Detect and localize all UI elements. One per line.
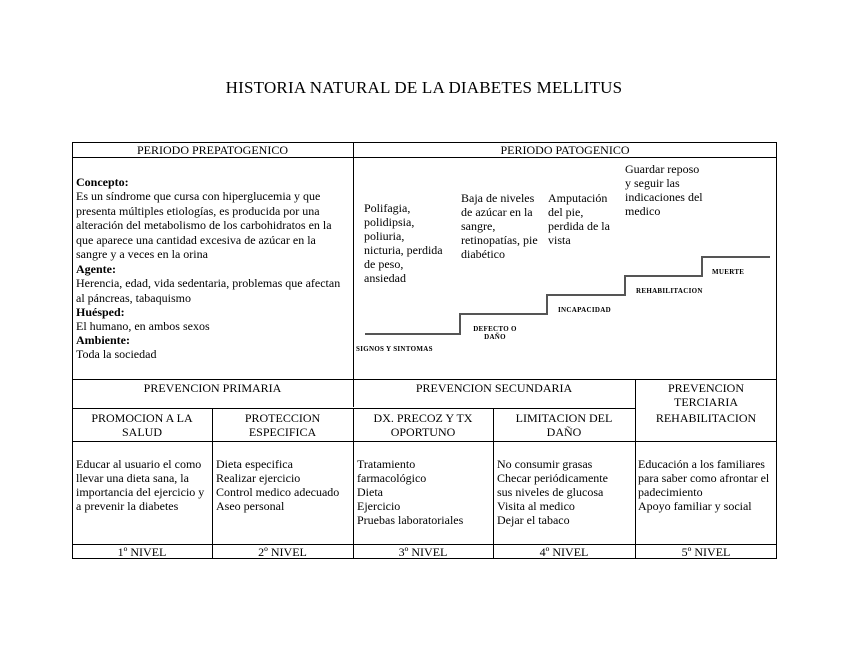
agente-label: Agente: (76, 261, 116, 276)
pathogenic-text-disability: Amputación del pie, perdida de la vista (548, 191, 610, 247)
ambiente-label: Ambiente: (76, 333, 130, 348)
pathogenic-header: PERIODO PATOGENICO (500, 143, 630, 157)
col-body-rehabilitacion: Educación a los familiares para saber como afrontar el padecimiento Apoyo familiar y social (638, 457, 770, 513)
prepatogenic-header: PERIODO PREPATOGENICO (136, 143, 289, 157)
nivel-1: 1º NIVEL (117, 545, 167, 559)
tertiary-prevention-header: PREVENCION TERCIARIA (667, 381, 744, 409)
nivel-3: 3º NIVEL (398, 545, 448, 559)
stage-death: MUERTE (712, 268, 745, 276)
huesped-text: El humano, en ambos sexos (76, 319, 210, 334)
col-body-dx-precoz: Tratamiento farmacológico Dieta Ejercicio Pruebas laboratoriales (357, 457, 464, 527)
col-header-promocion: PROMOCION A LA SALUD (91, 411, 193, 439)
pathogenic-text-symptoms: Polifagia, polidipsia, poliuria, nicturia, perdida de peso, ansiedad (364, 201, 443, 285)
pathogenic-text-rehab: Guardar reposo y seguir las indicaciones del medico (625, 162, 703, 218)
stage-defect-damage: DEFECTO O DAÑO (473, 325, 517, 341)
stage-disability: INCAPACIDAD (558, 306, 611, 314)
nivel-5: 5º NIVEL (681, 545, 731, 559)
col-body-promocion: Educar al usuario el como llevar una dieta sana, la importancia del ejercicio y a prevenir la diabetes (76, 457, 205, 513)
col-header-dx-precoz: DX. PRECOZ Y TX OPORTUNO (373, 411, 473, 439)
huesped-label: Huésped: (76, 305, 125, 320)
page-title: HISTORIA NATURAL DE LA DIABETES MELLITUS (225, 78, 623, 97)
concepto-text: Es un síndrome que cursa con hiperglucemia y que presenta múltiples etiologías, es producida por una alteración del metabolismo de los carbohidratos en la que aparece una cantidad excesiva de azúcar en la sangre y a veces en la orina (76, 189, 332, 262)
ambiente-text: Toda la sociedad (76, 347, 157, 362)
stage-rehabilitation: REHABILITACION (636, 287, 703, 295)
col-body-proteccion: Dieta especifica Realizar ejercicio Control medico adecuado Aseo personal (216, 457, 340, 513)
nivel-2: 2º NIVEL (258, 545, 307, 559)
nivel-4: 4º NIVEL (539, 545, 589, 559)
pathogenic-text-damage: Baja de niveles de azúcar en la sangre, retinopatías, pie diabético (461, 191, 538, 261)
stage-signs-symptoms: SIGNOS Y SINTOMAS (356, 345, 433, 353)
col-header-limitacion: LIMITACION DEL DAÑO (515, 411, 613, 439)
col-body-limitacion: No consumir grasas Checar periódicamente sus niveles de glucosa Visita al medico Dejar el tabaco (497, 457, 608, 527)
agente-text: Herencia, edad, vida sedentaria, problemas que afectan al páncreas, tabaquismo (76, 275, 341, 305)
prepatogenic-content (76, 175, 350, 361)
col-header-proteccion: PROTECCION ESPECIFICA (244, 411, 321, 439)
primary-prevention-header: PREVENCION PRIMARIA (143, 381, 282, 395)
col-header-rehabilitacion: REHABILITACION (655, 411, 757, 425)
concepto-label: Concepto: (76, 175, 129, 189)
secondary-prevention-header: PREVENCION SECUNDARIA (415, 381, 573, 395)
